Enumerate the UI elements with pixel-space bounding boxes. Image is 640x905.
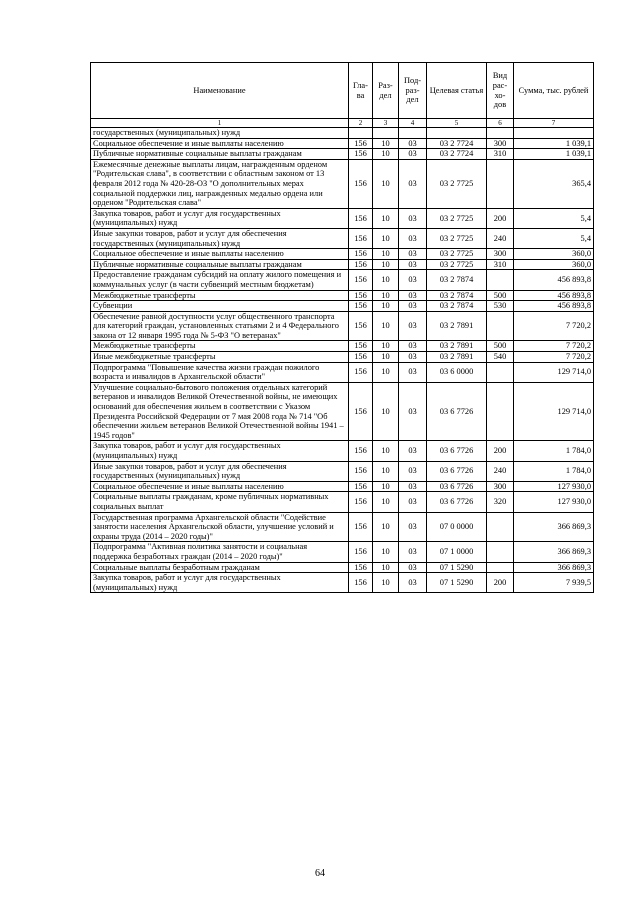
row-podrazdel: 03 <box>399 301 427 312</box>
row-celevaya-statya: 03 2 7874 <box>427 290 487 301</box>
row-vid-rashodov: 300 <box>487 481 514 492</box>
row-name: Государственная программа Архангельской области "Содействие занятости населения Архангельской области, улучшение условий и охраны труда (2014 – 2020 годы)" <box>91 512 349 542</box>
table-row <box>91 492 594 512</box>
row-glava: 156 <box>349 562 373 573</box>
row-razdel: 10 <box>373 352 399 363</box>
row-summa: 360,0 <box>514 259 594 270</box>
row-summa: 456 893,8 <box>514 290 594 301</box>
row-glava: 156 <box>349 542 373 562</box>
header-vid-rashodov: Вид рас-хо-дов <box>487 63 514 119</box>
row-celevaya-statya: 07 1 5290 <box>427 562 487 573</box>
table-row <box>91 138 594 149</box>
row-summa: 127 930,0 <box>514 481 594 492</box>
row-vid-rashodov: 500 <box>487 290 514 301</box>
row-razdel: 10 <box>373 208 399 228</box>
row-glava: 156 <box>349 341 373 352</box>
row-razdel: 10 <box>373 441 399 461</box>
row-glava <box>349 128 373 139</box>
row-name: Закупка товаров, работ и услуг для государственных (муниципальных) нужд <box>91 208 349 228</box>
row-vid-rashodov: 300 <box>487 249 514 260</box>
row-glava: 156 <box>349 362 373 382</box>
row-vid-rashodov <box>487 311 514 341</box>
header-row <box>91 63 594 119</box>
row-podrazdel: 03 <box>399 249 427 260</box>
column-number: 5 <box>427 119 487 128</box>
table-row <box>91 228 594 248</box>
row-podrazdel: 03 <box>399 149 427 160</box>
row-celevaya-statya: 03 2 7725 <box>427 249 487 260</box>
row-razdel <box>373 128 399 139</box>
table-row <box>91 352 594 363</box>
row-glava: 156 <box>349 149 373 160</box>
row-vid-rashodov: 310 <box>487 259 514 270</box>
row-glava: 156 <box>349 159 373 208</box>
row-vid-rashodov <box>487 382 514 441</box>
row-name: Межбюджетные трансферты <box>91 290 349 301</box>
row-podrazdel: 03 <box>399 481 427 492</box>
row-celevaya-statya: 03 6 7726 <box>427 461 487 481</box>
page-number: 64 <box>315 868 325 879</box>
row-celevaya-statya: 03 2 7724 <box>427 149 487 160</box>
header-summa: Сумма, тыс. рублей <box>514 63 594 119</box>
row-podrazdel: 03 <box>399 270 427 290</box>
row-glava: 156 <box>349 311 373 341</box>
row-glava: 156 <box>349 249 373 260</box>
row-razdel: 10 <box>373 149 399 160</box>
row-razdel: 10 <box>373 512 399 542</box>
row-name: Обеспечение равной доступности услуг общественного транспорта для категорий граждан, установленных статьями 2 и 4 Федерального закона от 12 января 1995 года № 5-ФЗ "О ветеранах" <box>91 311 349 341</box>
row-podrazdel: 03 <box>399 492 427 512</box>
row-razdel: 10 <box>373 311 399 341</box>
table-row <box>91 249 594 260</box>
column-number: 7 <box>514 119 594 128</box>
table-row <box>91 382 594 441</box>
row-name: Социальные выплаты гражданам, кроме публичных нормативных социальных выплат <box>91 492 349 512</box>
row-celevaya-statya: 03 6 0000 <box>427 362 487 382</box>
row-podrazdel: 03 <box>399 159 427 208</box>
row-razdel: 10 <box>373 461 399 481</box>
row-celevaya-statya: 03 2 7725 <box>427 228 487 248</box>
row-summa: 1 784,0 <box>514 461 594 481</box>
row-podrazdel: 03 <box>399 461 427 481</box>
row-razdel: 10 <box>373 159 399 208</box>
column-number: 4 <box>399 119 427 128</box>
row-celevaya-statya: 03 2 7874 <box>427 301 487 312</box>
table-body <box>91 128 594 593</box>
row-name: Субвенции <box>91 301 349 312</box>
table-row <box>91 259 594 270</box>
row-summa: 5,4 <box>514 228 594 248</box>
table-row <box>91 208 594 228</box>
row-celevaya-statya: 03 6 7726 <box>427 481 487 492</box>
header-celevaya-statya: Целевая статья <box>427 63 487 119</box>
row-vid-rashodov: 200 <box>487 573 514 593</box>
table-row <box>91 562 594 573</box>
row-vid-rashodov: 320 <box>487 492 514 512</box>
row-summa: 129 714,0 <box>514 362 594 382</box>
row-summa <box>514 128 594 139</box>
row-podrazdel: 03 <box>399 441 427 461</box>
row-name: Иные закупки товаров, работ и услуг для обеспечения государственных (муниципальных) нужд <box>91 228 349 248</box>
row-glava: 156 <box>349 270 373 290</box>
row-glava: 156 <box>349 512 373 542</box>
row-name: Социальные выплаты безработным гражданам <box>91 562 349 573</box>
header-name: Наименование <box>91 63 349 119</box>
row-celevaya-statya: 03 6 7726 <box>427 382 487 441</box>
row-name: Социальное обеспечение и иные выплаты населению <box>91 481 349 492</box>
row-podrazdel: 03 <box>399 259 427 270</box>
row-summa: 7 720,2 <box>514 311 594 341</box>
row-summa: 7 720,2 <box>514 352 594 363</box>
row-razdel: 10 <box>373 290 399 301</box>
row-razdel: 10 <box>373 138 399 149</box>
row-vid-rashodov: 530 <box>487 301 514 312</box>
budget-table <box>90 62 594 593</box>
row-name: Подпрограмма "Активная политика занятости и социальная поддержка безработных граждан (2014 – 2020 годы)" <box>91 542 349 562</box>
row-summa: 1 039,1 <box>514 149 594 160</box>
row-summa: 366 869,3 <box>514 542 594 562</box>
row-podrazdel <box>399 128 427 139</box>
row-razdel: 10 <box>373 228 399 248</box>
row-glava: 156 <box>349 573 373 593</box>
row-vid-rashodov <box>487 542 514 562</box>
row-vid-rashodov: 300 <box>487 138 514 149</box>
row-celevaya-statya: 07 1 0000 <box>427 542 487 562</box>
row-podrazdel: 03 <box>399 228 427 248</box>
row-vid-rashodov: 200 <box>487 208 514 228</box>
row-name: Ежемесячные денежные выплаты лицам, награжденным орденом "Родительская слава", в соответствии с областным законом от 13 февраля 2012 года № 420-28-ОЗ "О дополнительных мерах социальной поддержки лиц, награжденных медалью ордена или орденом "Родительская слава" <box>91 159 349 208</box>
row-summa: 7 939,5 <box>514 573 594 593</box>
row-podrazdel: 03 <box>399 208 427 228</box>
row-name: Предоставление гражданам субсидий на оплату жилого помещения и коммунальных услуг (в части субвенций местным бюджетам) <box>91 270 349 290</box>
row-name: Иные межбюджетные трансферты <box>91 352 349 363</box>
table-row <box>91 311 594 341</box>
row-summa: 1 039,1 <box>514 138 594 149</box>
row-celevaya-statya: 03 2 7891 <box>427 352 487 363</box>
table-row <box>91 159 594 208</box>
row-vid-rashodov: 240 <box>487 228 514 248</box>
row-razdel: 10 <box>373 542 399 562</box>
row-summa: 456 893,8 <box>514 301 594 312</box>
row-podrazdel: 03 <box>399 512 427 542</box>
row-razdel: 10 <box>373 259 399 270</box>
row-podrazdel: 03 <box>399 562 427 573</box>
row-summa: 1 784,0 <box>514 441 594 461</box>
row-name: Социальное обеспечение и иные выплаты населению <box>91 138 349 149</box>
column-number: 6 <box>487 119 514 128</box>
row-razdel: 10 <box>373 382 399 441</box>
row-podrazdel: 03 <box>399 311 427 341</box>
header-razdel: Раз-дел <box>373 63 399 119</box>
row-vid-rashodov: 240 <box>487 461 514 481</box>
row-summa: 365,4 <box>514 159 594 208</box>
header-glava: Гла-ва <box>349 63 373 119</box>
row-vid-rashodov <box>487 270 514 290</box>
row-summa: 129 714,0 <box>514 382 594 441</box>
row-podrazdel: 03 <box>399 352 427 363</box>
row-razdel: 10 <box>373 492 399 512</box>
table-row <box>91 481 594 492</box>
row-glava: 156 <box>349 290 373 301</box>
table-row <box>91 270 594 290</box>
row-name: Иные закупки товаров, работ и услуг для обеспечения государственных (муниципальных) нужд <box>91 461 349 481</box>
row-celevaya-statya: 03 2 7724 <box>427 138 487 149</box>
row-celevaya-statya: 07 1 5290 <box>427 573 487 593</box>
row-name: Закупка товаров, работ и услуг для государственных (муниципальных) нужд <box>91 573 349 593</box>
row-podrazdel: 03 <box>399 138 427 149</box>
row-podrazdel: 03 <box>399 542 427 562</box>
table-row <box>91 301 594 312</box>
row-vid-rashodov: 200 <box>487 441 514 461</box>
row-vid-rashodov: 540 <box>487 352 514 363</box>
row-razdel: 10 <box>373 341 399 352</box>
table-row <box>91 341 594 352</box>
table-row <box>91 290 594 301</box>
row-celevaya-statya: 03 6 7726 <box>427 492 487 512</box>
row-name: Публичные нормативные социальные выплаты гражданам <box>91 259 349 270</box>
row-celevaya-statya: 03 6 7726 <box>427 441 487 461</box>
row-glava: 156 <box>349 382 373 441</box>
row-celevaya-statya: 03 2 7874 <box>427 270 487 290</box>
row-summa: 5,4 <box>514 208 594 228</box>
table-row <box>91 149 594 160</box>
table-row <box>91 362 594 382</box>
row-celevaya-statya: 03 2 7725 <box>427 259 487 270</box>
table-row <box>91 542 594 562</box>
column-number: 1 <box>91 119 349 128</box>
row-razdel: 10 <box>373 562 399 573</box>
row-podrazdel: 03 <box>399 573 427 593</box>
row-name: Социальное обеспечение и иные выплаты населению <box>91 249 349 260</box>
row-name: Подпрограмма "Повышение качества жизни граждан пожилого возраста и инвалидов в Архангельской области" <box>91 362 349 382</box>
row-razdel: 10 <box>373 481 399 492</box>
row-name: Публичные нормативные социальные выплаты гражданам <box>91 149 349 160</box>
row-celevaya-statya: 03 2 7891 <box>427 341 487 352</box>
header-podrazdel: Под-раз-дел <box>399 63 427 119</box>
row-celevaya-statya: 03 2 7725 <box>427 159 487 208</box>
row-summa: 456 893,8 <box>514 270 594 290</box>
row-vid-rashodov <box>487 159 514 208</box>
row-podrazdel: 03 <box>399 362 427 382</box>
row-razdel: 10 <box>373 362 399 382</box>
row-razdel: 10 <box>373 301 399 312</box>
row-razdel: 10 <box>373 573 399 593</box>
row-celevaya-statya: 03 2 7725 <box>427 208 487 228</box>
column-number-row <box>91 119 594 128</box>
row-glava: 156 <box>349 208 373 228</box>
row-vid-rashodov <box>487 128 514 139</box>
row-name: Улучшение социально-бытового положения отдельных категорий ветеранов и инвалидов Великой Отечественной войны, не имеющих оснований для обеспечения жильем в соответствии с Указом Президента Российской Федерации от 7 мая 2008 года № 714 "Об обеспечении жильем ветеранов Великой Отечественной войны 1941 – 1945 годов" <box>91 382 349 441</box>
row-glava: 156 <box>349 492 373 512</box>
table-row <box>91 128 594 139</box>
table-row <box>91 461 594 481</box>
row-vid-rashodov <box>487 362 514 382</box>
row-glava: 156 <box>349 441 373 461</box>
row-podrazdel: 03 <box>399 341 427 352</box>
row-podrazdel: 03 <box>399 290 427 301</box>
row-vid-rashodov: 500 <box>487 341 514 352</box>
table-row <box>91 573 594 593</box>
row-celevaya-statya: 03 2 7891 <box>427 311 487 341</box>
row-vid-rashodov: 310 <box>487 149 514 160</box>
row-summa: 360,0 <box>514 249 594 260</box>
row-glava: 156 <box>349 461 373 481</box>
row-celevaya-statya: 07 0 0000 <box>427 512 487 542</box>
row-podrazdel: 03 <box>399 382 427 441</box>
row-vid-rashodov <box>487 512 514 542</box>
row-summa: 366 869,3 <box>514 512 594 542</box>
table-row <box>91 512 594 542</box>
row-glava: 156 <box>349 138 373 149</box>
row-glava: 156 <box>349 228 373 248</box>
row-razdel: 10 <box>373 270 399 290</box>
column-number: 2 <box>349 119 373 128</box>
row-name: Межбюджетные трансферты <box>91 341 349 352</box>
row-name: государственных (муниципальных) нужд <box>91 128 349 139</box>
row-glava: 156 <box>349 259 373 270</box>
row-summa: 127 930,0 <box>514 492 594 512</box>
row-glava: 156 <box>349 481 373 492</box>
row-glava: 156 <box>349 352 373 363</box>
row-summa: 366 869,3 <box>514 562 594 573</box>
row-glava: 156 <box>349 301 373 312</box>
budget-table-page <box>90 62 593 593</box>
row-summa: 7 720,2 <box>514 341 594 352</box>
row-vid-rashodov <box>487 562 514 573</box>
row-celevaya-statya <box>427 128 487 139</box>
row-razdel: 10 <box>373 249 399 260</box>
table-row <box>91 441 594 461</box>
column-number: 3 <box>373 119 399 128</box>
row-name: Закупка товаров, работ и услуг для государственных (муниципальных) нужд <box>91 441 349 461</box>
